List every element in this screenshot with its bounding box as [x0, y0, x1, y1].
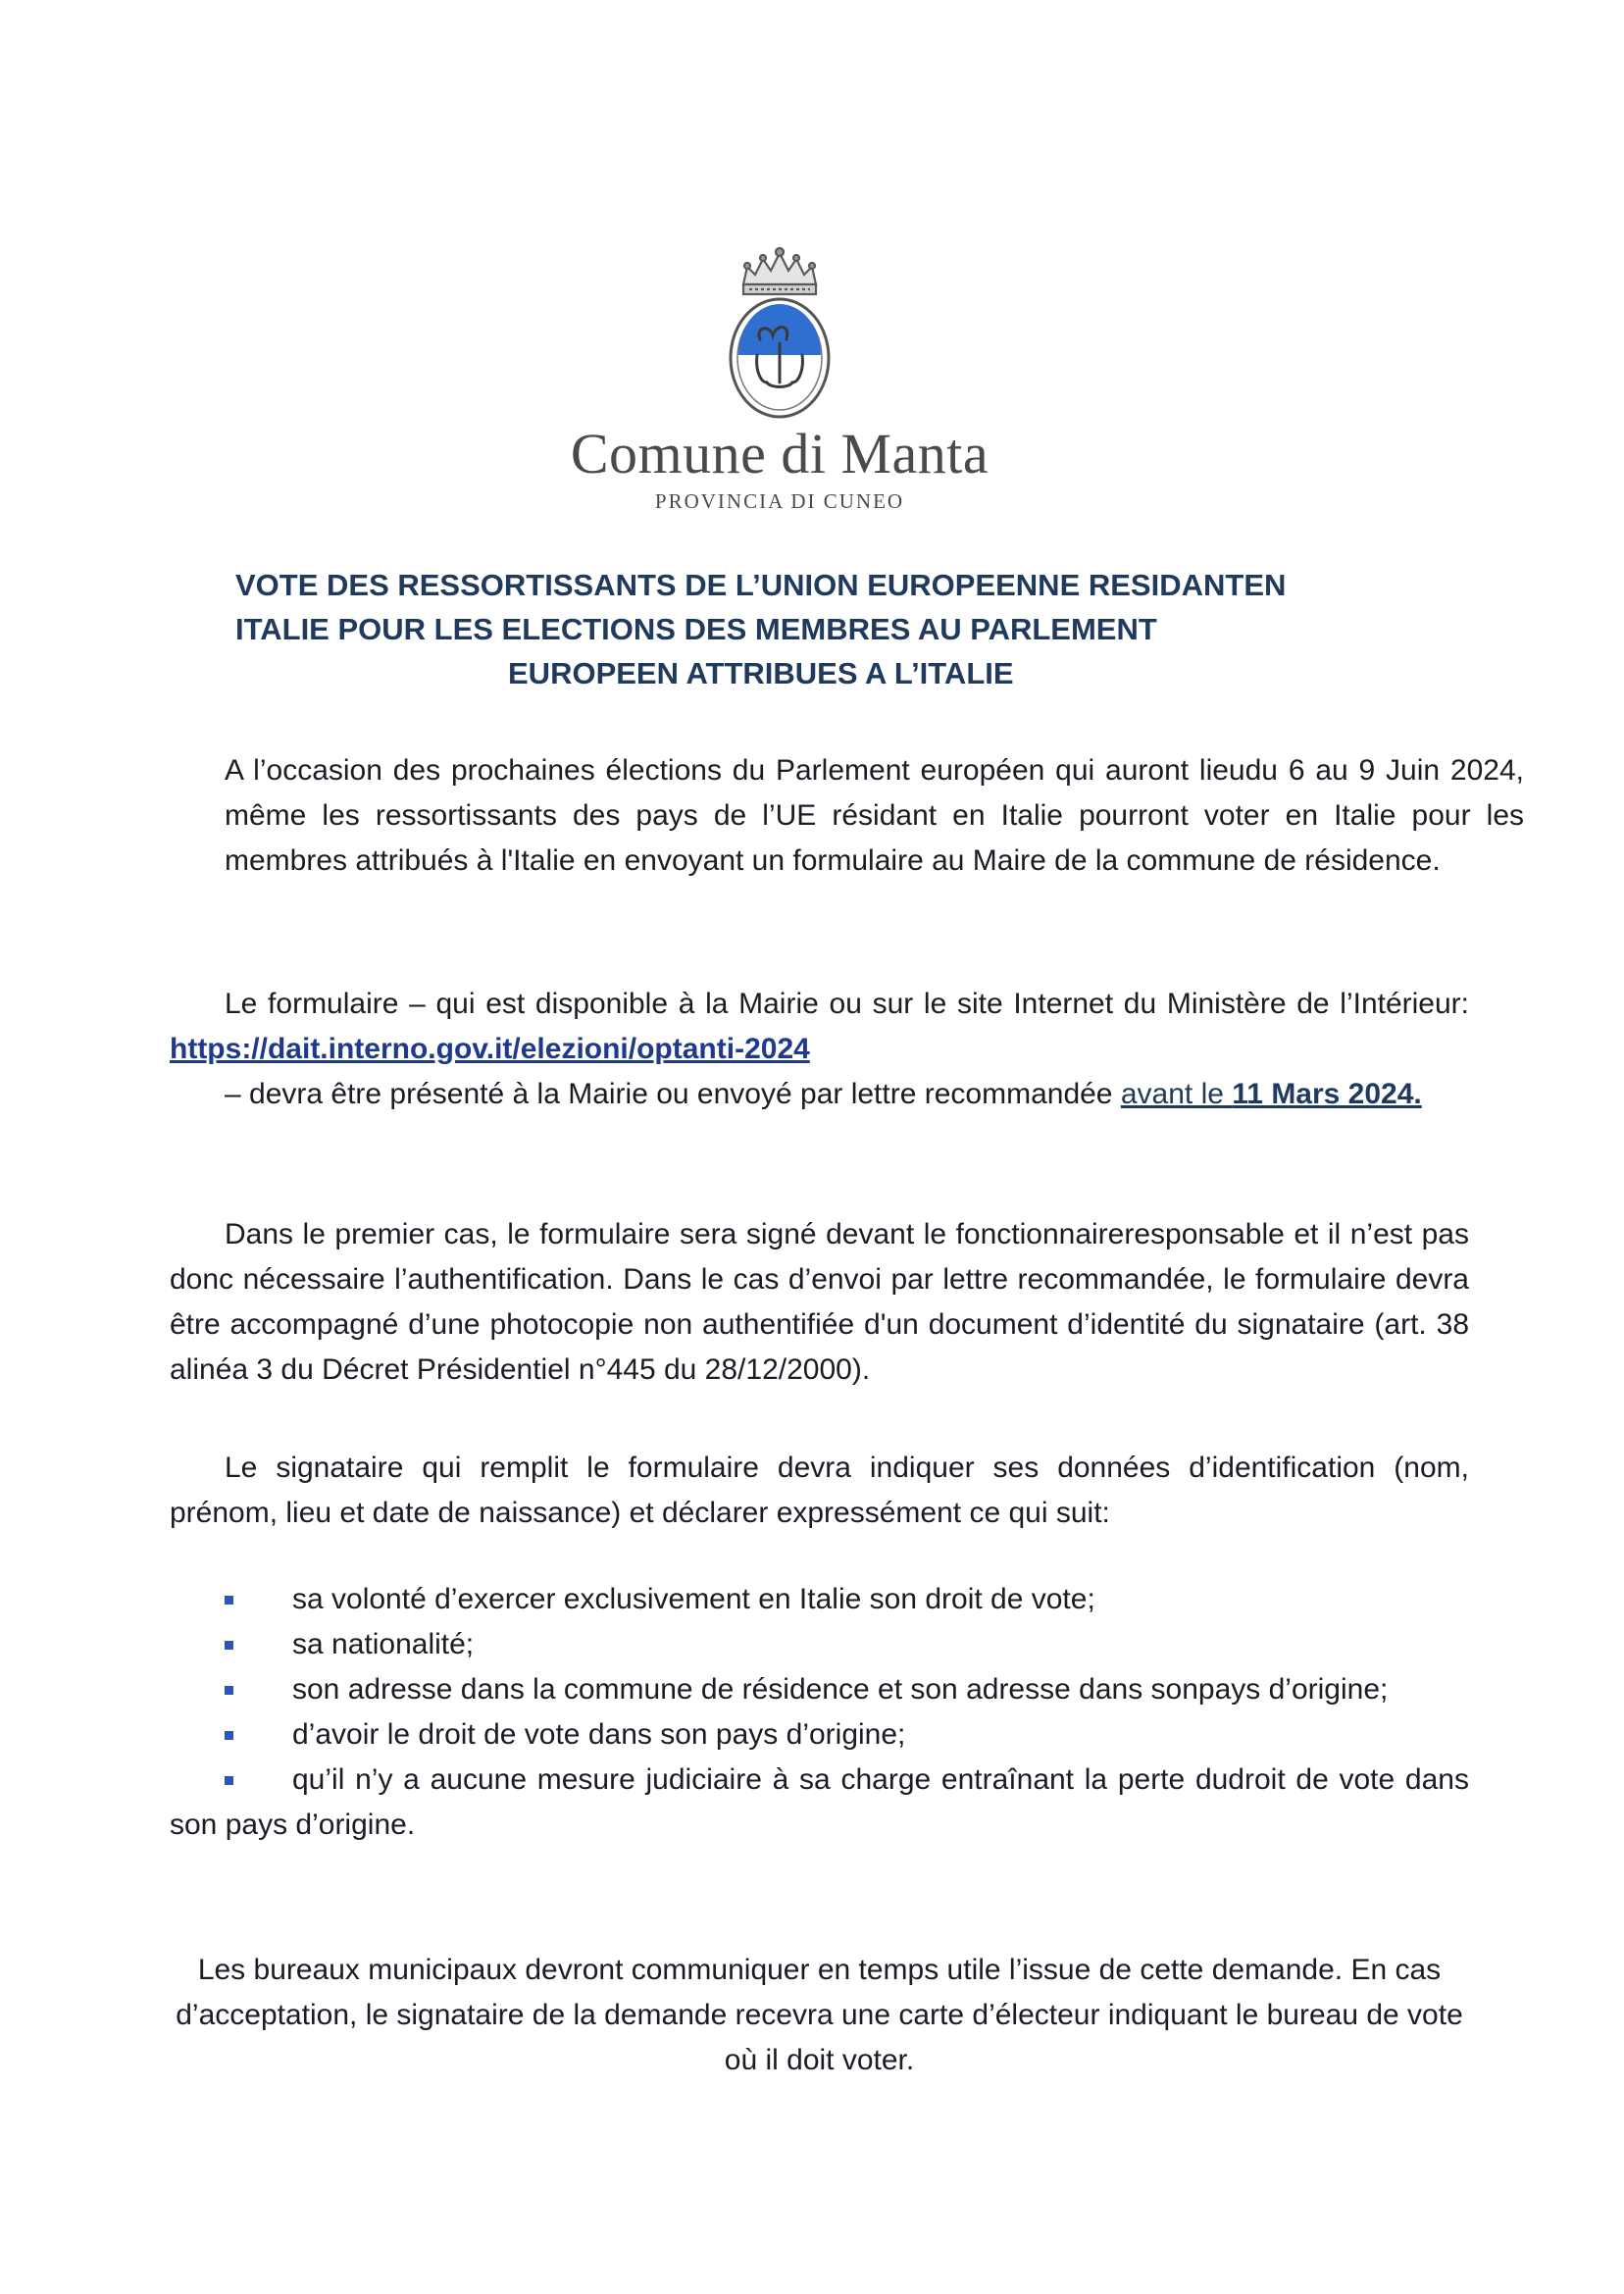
paragraph-declaration: Le signataire qui remplit le formulaire devra indiquer ses données d’identification (nom, prénom, lieu et date de naissance) et déclarer expressément ce qui suit: — [170, 1452, 1469, 1529]
title-line-2: ITALIE POUR LES ELECTIONS DES MEMBRES AU PARLEMENT — [235, 612, 1157, 646]
list-item: sa volonté d’exercer exclusivement en Italie son droit de vote; — [170, 1577, 1469, 1622]
paragraph-signature: Dans le premier cas, le formulaire sera signé devant le fonctionnaireresponsable et il n’est pas donc nécessaire l’authentification. Dans le cas d’envoi par lettre recommandée, le formulaire devra être accompagné d’une photocopie non authentifiée d'un document d’identité du signataire (art. 38 alinéa 3 du Décret Présidentiel n°445 du 28/12/2000). — [170, 1218, 1469, 1386]
bullet-icon — [225, 1596, 233, 1605]
paragraph-form-continued: – devra être présenté à la Mairie ou envoyé par lettre recommandée — [225, 1078, 1113, 1110]
ministry-link[interactable]: https://dait.interno.gov.it/elezioni/optanti-2024 — [170, 1033, 810, 1065]
closing-paragraph: Les bureaux municipaux devront communiquer en temps utile l’issue de cette demande. En cas d’acceptation, le signataire de la demande recevra une carte d’électeur indiquant le bureau de vote où il doit voter. — [176, 1954, 1463, 2076]
paragraph-form-intro: Le formulaire – qui est disponible à la Mairie ou sur le site Internet du Ministère de l’Intérieur: — [225, 988, 1469, 1020]
list-item: d’avoir le droit de vote dans son pays d’origine; — [170, 1712, 1469, 1758]
list-item: son adresse dans la commune de résidence et son adresse dans sonpays d’origine; — [170, 1667, 1469, 1712]
letterhead — [0, 245, 1559, 514]
document-title — [235, 563, 1383, 695]
title-line-1: VOTE DES RESSORTISSANTS DE L’UNION EUROPEENNE RESIDANTEN — [235, 568, 1287, 602]
paragraph-form — [170, 982, 1469, 1117]
paragraph-intro: A l’occasion des prochaines élections du Parlement européen qui auront lieudu 6 au 9 Juin 2024, même les ressortissants des pays de l’UE résidant en Italie pourront voter en Italie pour les membres attribués à l'Italie en envoyant un formulaire au Maire de la commune de résidence. — [225, 754, 1524, 877]
bullet-icon — [225, 1686, 233, 1695]
org-name: Comune di Manta — [570, 422, 990, 485]
bullet-icon — [225, 1731, 233, 1740]
list-item: sa nationalité; — [170, 1622, 1469, 1667]
list-item: qu’il n’y a aucune mesure judiciaire à sa charge entraînant la perte dudroit de vote dans son pays d’origine. — [170, 1763, 1469, 1841]
municipal-crest-icon — [726, 245, 834, 422]
bullet-icon — [225, 1776, 233, 1785]
deadline: avant le 11 Mars 2024. — [1120, 1078, 1422, 1110]
org-subtitle: PROVINCIA DI CUNEO — [654, 489, 905, 513]
bullet-icon — [225, 1641, 233, 1650]
declaration-list — [170, 1577, 1469, 1848]
title-line-3: EUROPEEN ATTRIBUES A L’ITALIE — [508, 656, 1014, 690]
